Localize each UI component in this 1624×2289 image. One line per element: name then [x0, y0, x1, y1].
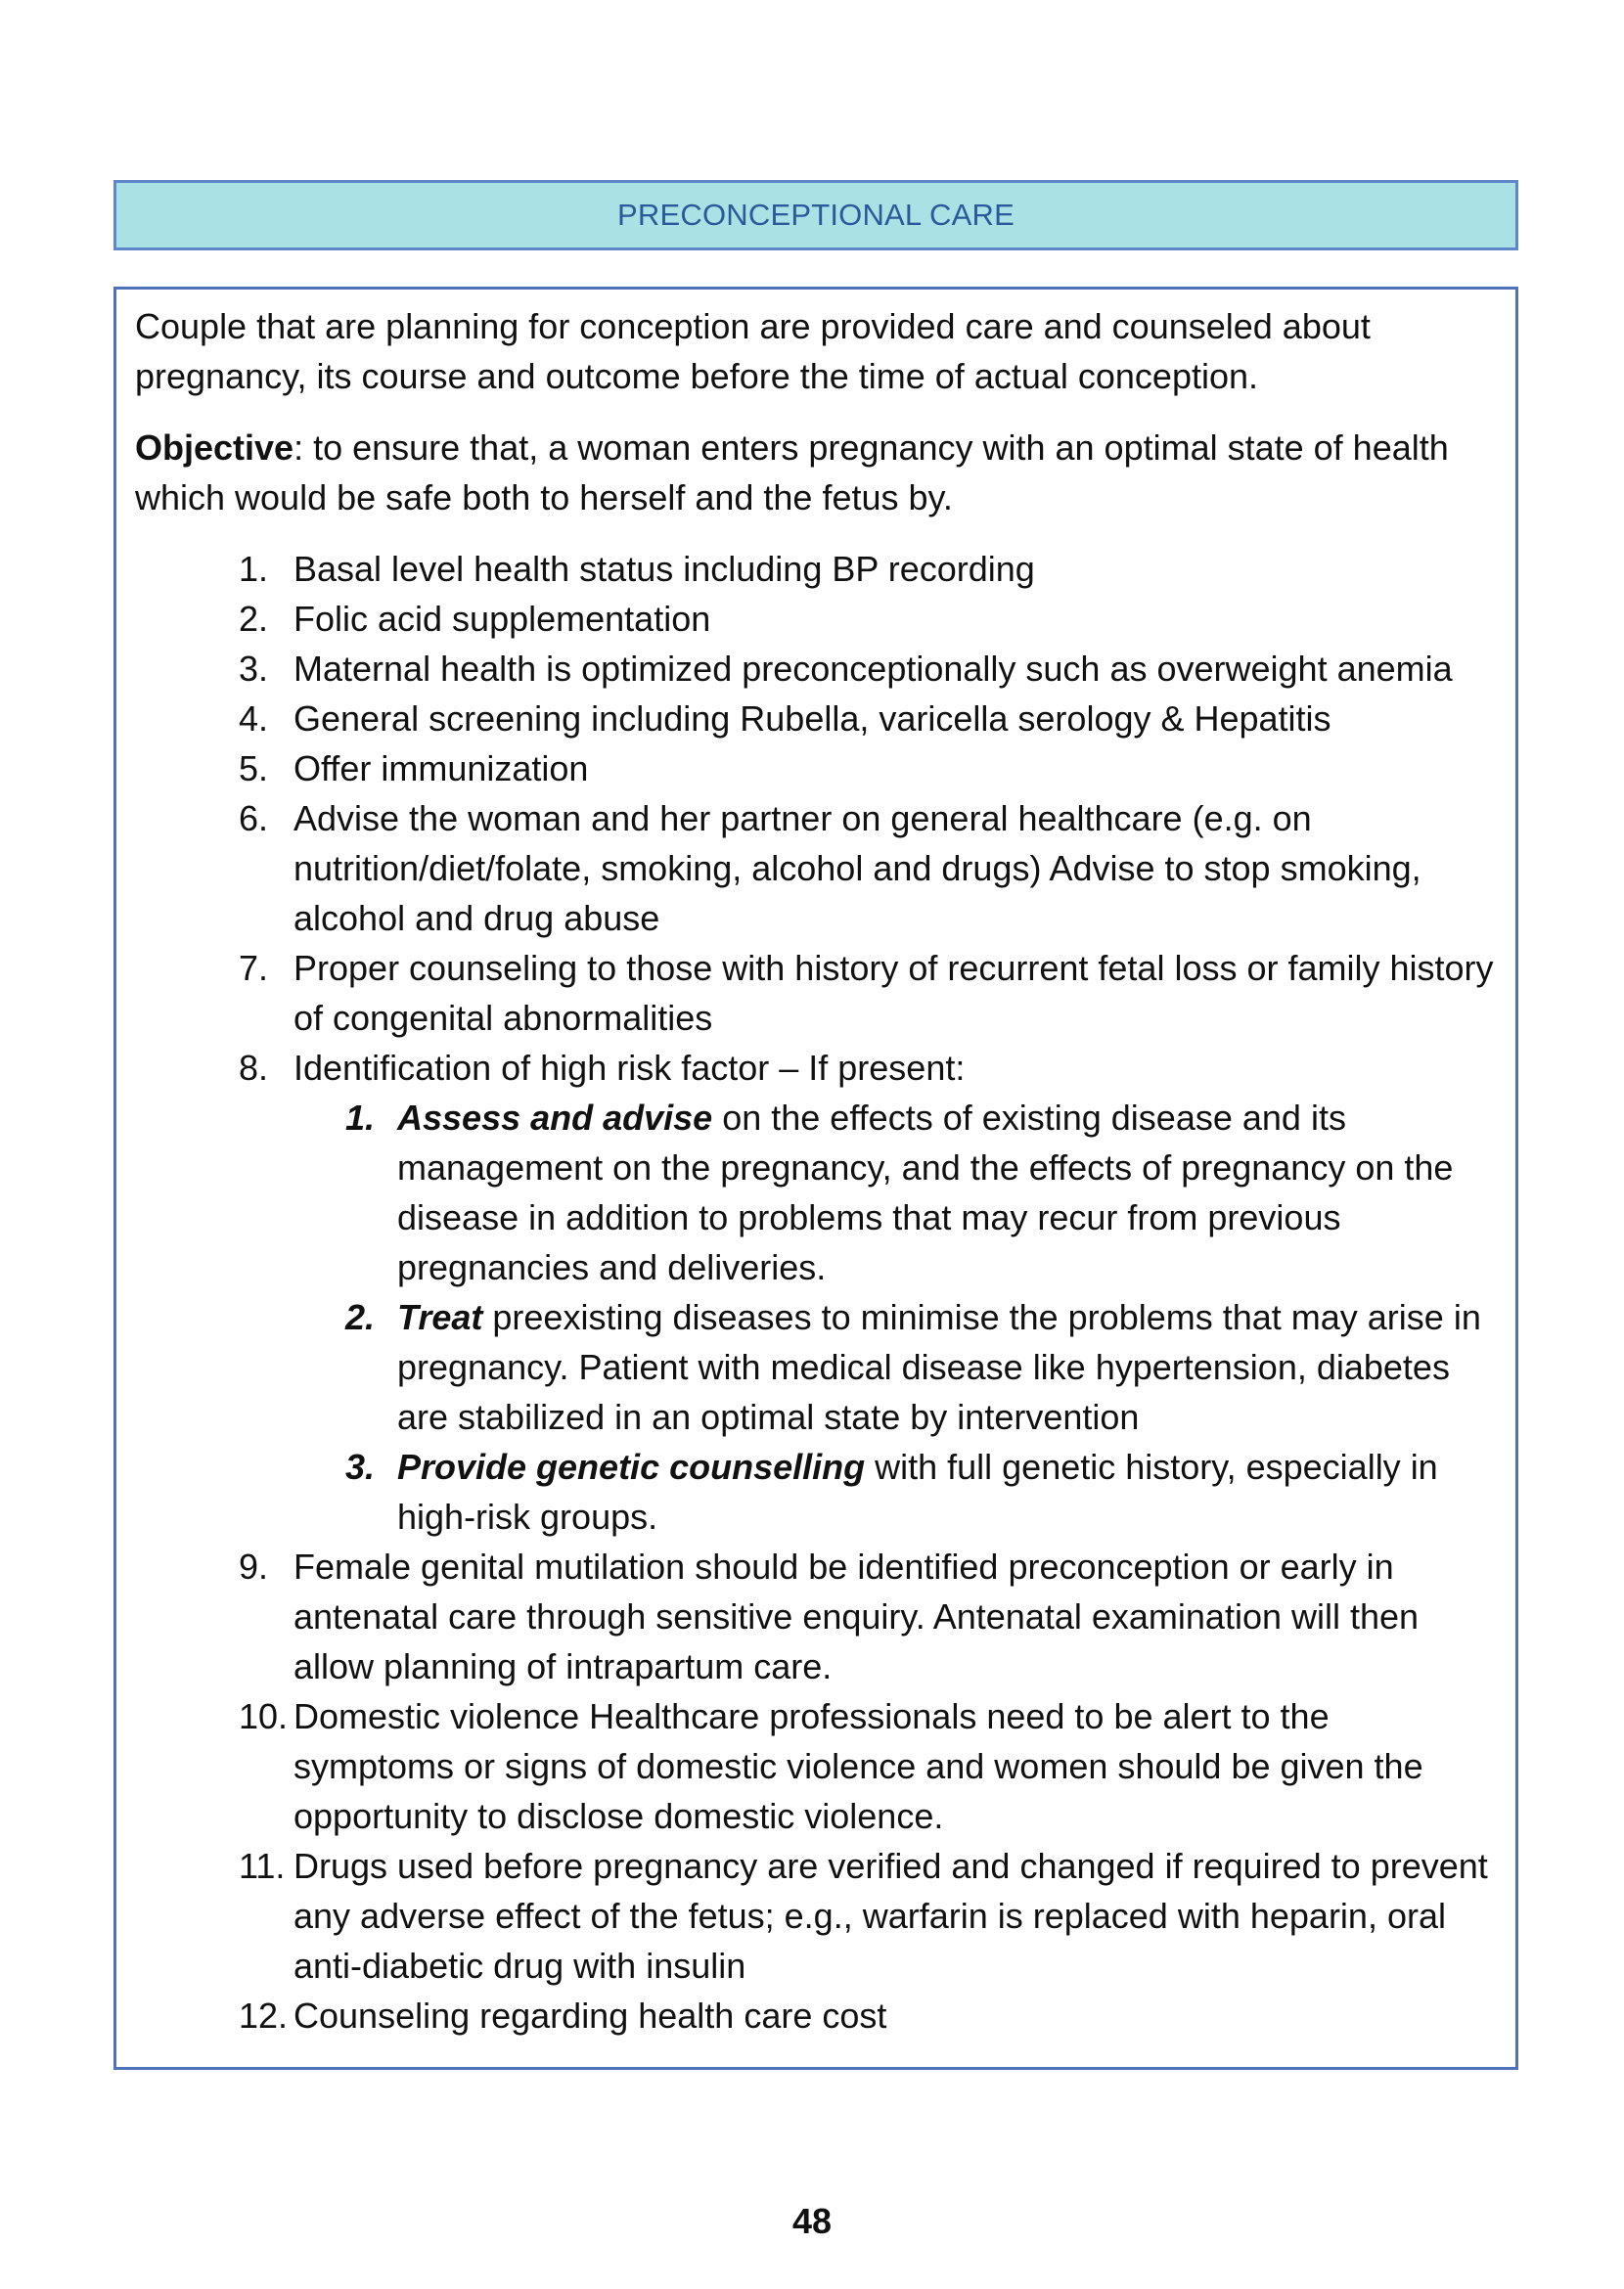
sub-list-item-text: with full genetic history, especially in high-risk groups.	[397, 1447, 1438, 1537]
list-item-text: Domestic violence Healthcare professionals need to be alert to the symptoms or signs of domestic violence and women should be given the opportunity to disclose domestic violence.	[293, 1696, 1423, 1836]
sub-list-item-number: 3.	[345, 1447, 376, 1487]
objective-text: : to ensure that, a woman enters pregnancy with an optimal state of health which would be safe both to herself and the fetus by.	[135, 427, 1449, 517]
list-item-number: 8.	[239, 1048, 269, 1088]
list-item-number: 3.	[239, 649, 269, 689]
list-item	[135, 1043, 1496, 1093]
list-item-text: Folic acid supplementation	[293, 599, 711, 639]
list-item-number: 1.	[239, 549, 269, 589]
sub-list-item	[135, 1292, 1496, 1442]
list-item	[135, 544, 1496, 594]
sub-list-item-text: on the effects of existing disease and its management on the pregnancy, and the effects of pregnancy on the disease in addition to problems that may recur from previous pregnancies and deliveries.	[397, 1098, 1454, 1287]
list-item-text: General screening including Rubella, varicella serology & Hepatitis	[293, 698, 1331, 739]
list-item	[135, 743, 1496, 793]
list-item-number: 7.	[239, 948, 269, 988]
list-item-text: Offer immunization	[293, 748, 589, 788]
list-item	[135, 1991, 1496, 2041]
list-item-text: Proper counseling to those with history of recurrent fetal loss or family history of congenital abnormalities	[293, 948, 1494, 1038]
list-item-text: Identification of high risk factor – If present:	[293, 1048, 966, 1088]
page-number: 48	[791, 2201, 833, 2241]
list-item-number: 2.	[239, 599, 269, 639]
list-item-text: Advise the woman and her partner on general healthcare (e.g. on nutrition/diet/folate, smoking, alcohol and drugs) Advise to stop smoking, alcohol and drug abuse	[293, 798, 1421, 938]
list-item	[135, 1691, 1496, 1841]
list-item-number: 5.	[239, 748, 269, 788]
objective-paragraph	[135, 423, 1496, 522]
intro-paragraph: Couple that are planning for conception are provided care and counseled about pregnancy, its course and outcome before the time of actual conception.	[135, 306, 1371, 396]
sub-list-item-lead: Treat	[397, 1297, 483, 1337]
content-box	[113, 287, 1518, 2070]
list-item-number: 10.	[239, 1696, 289, 1736]
section-title: PRECONCEPTIONAL CARE	[617, 198, 1015, 232]
objective-label: Objective	[135, 427, 294, 468]
list-item-text: Drugs used before pregnancy are verified and changed if required to prevent any adverse effect of the fetus; e.g., warfarin is replaced with heparin, oral anti-diabetic drug with insulin	[293, 1846, 1488, 1986]
sub-list-item-number: 2.	[345, 1297, 376, 1337]
list-item-number: 4.	[239, 698, 269, 739]
list-item	[135, 644, 1496, 694]
section-header	[113, 180, 1518, 250]
sub-list-item	[135, 1442, 1496, 1542]
sub-list-item	[135, 1093, 1496, 1292]
list-item-number: 12.	[239, 1996, 289, 2036]
list-item	[135, 1841, 1496, 1991]
list-item-text: Basal level health status including BP recording	[293, 549, 1035, 589]
list-item	[135, 1542, 1496, 1691]
sub-list-item-text: preexisting diseases to minimise the problems that may arise in pregnancy. Patient with medical disease like hypertension, diabetes are stabilized in an optimal state by intervention	[397, 1297, 1481, 1437]
list-item-number: 6.	[239, 798, 269, 838]
list-item-text: Female genital mutilation should be identified preconception or early in antenatal care through sensitive enquiry. Antenatal examination will then allow planning of intrapartum care.	[293, 1547, 1420, 1686]
list-item	[135, 694, 1496, 743]
list-item	[135, 594, 1496, 644]
list-item-number: 11.	[239, 1846, 286, 1886]
list-item-text: Counseling regarding health care cost	[293, 1996, 887, 2036]
sub-list-item-number: 1.	[345, 1098, 376, 1138]
list-item	[135, 943, 1496, 1043]
sub-list-item-lead: Assess and advise	[397, 1098, 713, 1138]
list-item	[135, 793, 1496, 943]
list-item-text: Maternal health is optimized preconceptionally such as overweight anemia	[293, 649, 1453, 689]
list-item-number: 9.	[239, 1547, 269, 1587]
sub-list-item-lead: Provide genetic counselling	[397, 1447, 866, 1487]
